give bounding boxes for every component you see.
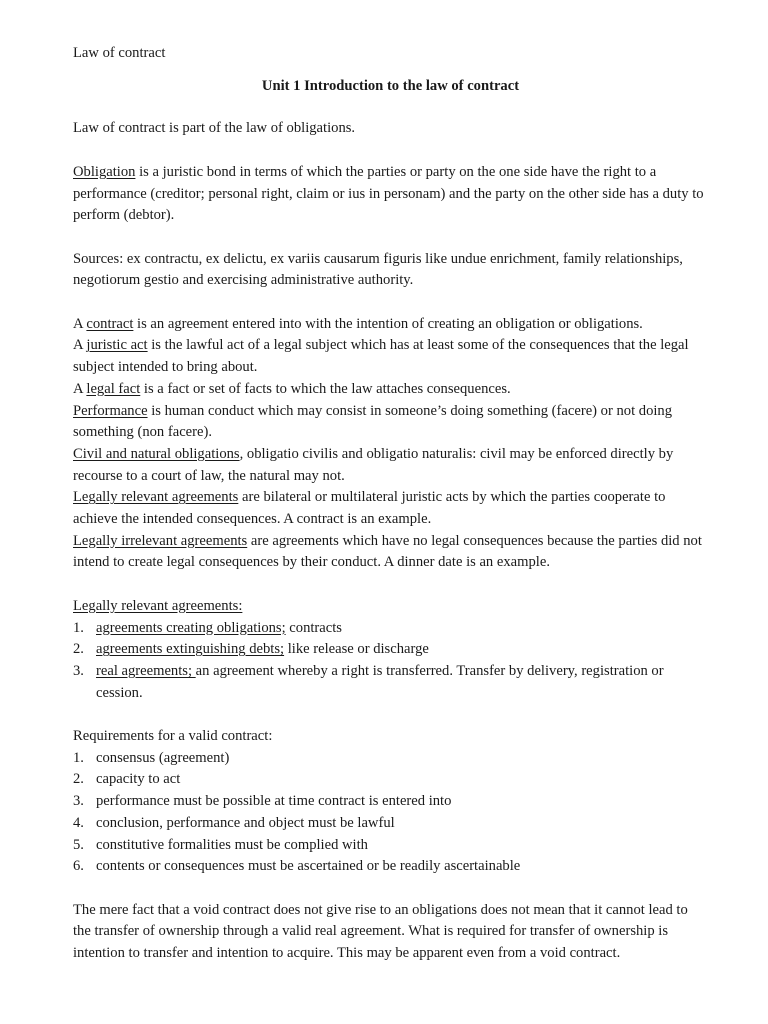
- list-number: 6.: [73, 858, 84, 875]
- definition-legal-fact: [73, 379, 708, 401]
- definition-text: are agreements which have no legal consequences because the parties did not intend to create legal consequences by their conduct. A dinner date is an example.: [73, 532, 702, 571]
- definition-prefix: A: [73, 337, 87, 354]
- definition-text: , obligatio civilis and obligatio naturalis: civil may be enforced directly by recourse to a court of law, the natural may not.: [73, 445, 674, 484]
- list-item: [73, 769, 708, 791]
- definition-term: legal fact: [86, 380, 141, 397]
- list-number: 4.: [73, 814, 84, 831]
- list-number: 5.: [73, 836, 84, 853]
- running-header: Law of contract: [73, 45, 166, 61]
- list-text: an agreement whereby a right is transferred. Transfer by delivery, registration or cession.: [96, 662, 664, 701]
- list-item: [73, 856, 708, 878]
- list-number: 3.: [73, 662, 84, 679]
- sources-paragraph: Sources: ex contractu, ex delictu, ex variis causarum figuris like undue enrichment, family relationships, negotiorum gestio and exercising administrative authority.: [73, 250, 683, 289]
- definition-text: is human conduct which may consist in someone’s doing something (facere) or not doing something (non facere).: [73, 402, 673, 441]
- definition-term: Legally relevant agreements: [73, 489, 239, 506]
- list-text: like release or discharge: [284, 641, 429, 658]
- definition-civil-natural: [73, 444, 708, 487]
- list-number: 1.: [73, 619, 84, 636]
- relevant-agreements-heading: [73, 596, 708, 618]
- list-text: constitutive formalities must be complied with: [96, 836, 368, 853]
- list-item: [73, 661, 708, 704]
- list-text: contents or consequences must be ascertained or be readily ascertainable: [96, 858, 521, 875]
- list-item: [73, 618, 708, 640]
- definition-term: contract: [86, 315, 134, 332]
- list-term: agreements extinguishing debts;: [96, 641, 285, 658]
- definition-text: are bilateral or multilateral juristic acts by which the parties cooperate to achieve the intended consequences. A contract is an example.: [73, 489, 666, 528]
- relevant-agreements-list: [73, 618, 708, 705]
- definition-juristic-act: [73, 335, 708, 378]
- definition-term: Legally irrelevant agreements: [73, 532, 248, 549]
- definition-term: Civil and natural obligations: [73, 445, 240, 462]
- list-term: agreements creating obligations;: [96, 619, 286, 636]
- list-item: [73, 748, 708, 770]
- definitions-block: [73, 314, 708, 574]
- definition-prefix: A: [73, 380, 87, 397]
- definition-term: Performance: [73, 402, 148, 419]
- closing-paragraph: The mere fact that a void contract does not give rise to an obligations does not mean that it cannot lead to the transfer of ownership through a valid real agreement. What is required for transfer of ownership is intention to transfer and intention to acquire. This may be apparent even from a void contract.: [73, 901, 688, 962]
- list-item: [73, 791, 708, 813]
- definition-term: juristic act: [86, 337, 148, 354]
- relevant-agreements-heading-text: Legally relevant agreements:: [73, 597, 243, 614]
- definition-text: is a fact or set of facts to which the law attaches consequences.: [140, 380, 511, 397]
- list-text: conclusion, performance and object must be lawful: [96, 814, 395, 831]
- list-number: 2.: [73, 771, 84, 788]
- definition-contract: [73, 314, 708, 336]
- definition-performance: [73, 401, 708, 444]
- document-title: Unit 1 Introduction to the law of contract: [261, 77, 520, 94]
- obligation-term: Obligation: [73, 163, 136, 180]
- obligation-paragraph: [73, 162, 708, 227]
- list-text: consensus (agreement): [96, 749, 230, 766]
- requirements-heading: Requirements for a valid contract:: [73, 728, 273, 745]
- definition-legally-relevant: [73, 487, 708, 530]
- list-number: 1.: [73, 749, 84, 766]
- definition-legally-irrelevant: [73, 531, 708, 574]
- list-text: contracts: [285, 619, 342, 636]
- requirements-list: [73, 748, 708, 878]
- definition-text: is an agreement entered into with the intention of creating an obligation or obligations.: [133, 315, 643, 332]
- list-term: real agreements;: [96, 662, 196, 679]
- definition-text: is the lawful act of a legal subject which has at least some of the consequences that the legal subject intended to bring about.: [73, 337, 689, 376]
- list-item: [73, 813, 708, 835]
- list-item: [73, 639, 708, 661]
- list-text: capacity to act: [96, 771, 181, 788]
- list-number: 3.: [73, 793, 84, 810]
- list-number: 2.: [73, 641, 84, 658]
- definition-prefix: A: [73, 315, 87, 332]
- intro-paragraph: Law of contract is part of the law of obligations.: [73, 120, 356, 137]
- list-item: [73, 835, 708, 857]
- obligation-text: is a juristic bond in terms of which the parties or party on the one side have the right to a performance (creditor; personal right, claim or ius in personam) and the party on the other side has a duty to perform (debtor).: [73, 163, 704, 224]
- list-text: performance must be possible at time contract is entered into: [96, 793, 452, 810]
